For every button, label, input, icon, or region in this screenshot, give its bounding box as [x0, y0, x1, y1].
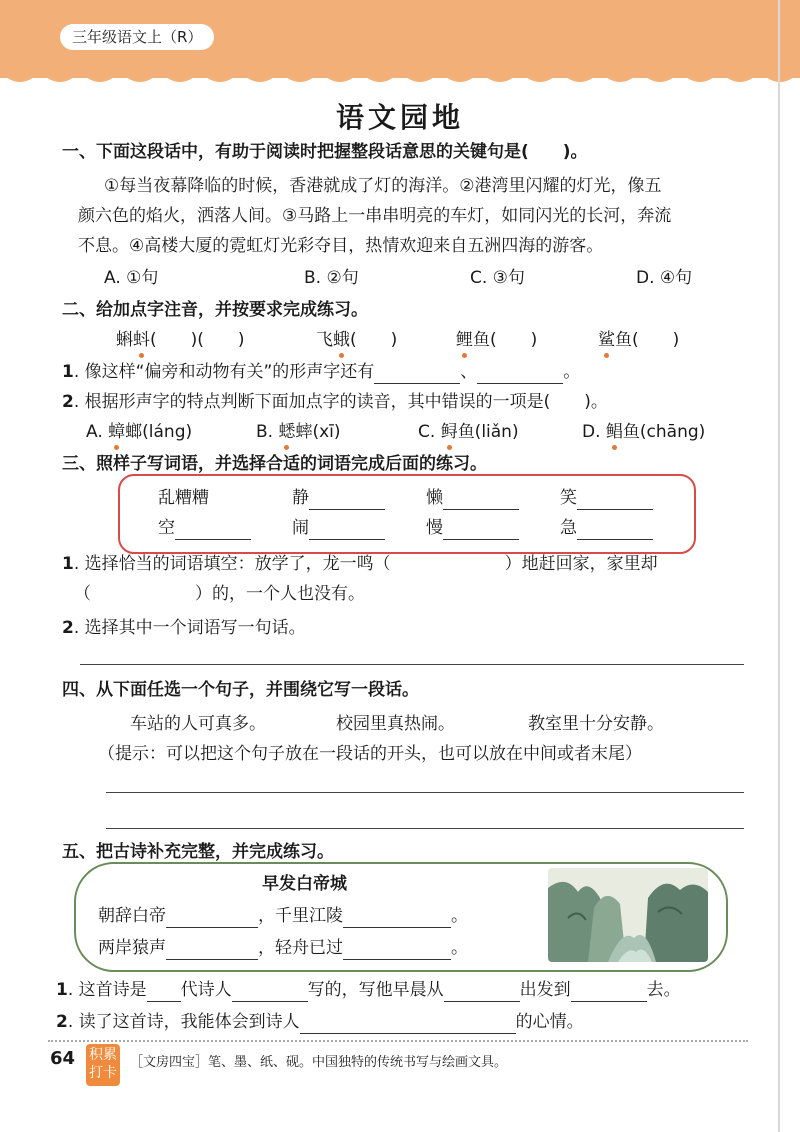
sub-text: 去。 [646, 980, 681, 1000]
sub-number: 2 [56, 1012, 68, 1032]
q5-sub2 [56, 1010, 584, 1034]
q1-option-b[interactable]: B. ②句 [304, 268, 359, 288]
q4-sentence-3[interactable]: 教室里十分安静。 [528, 714, 664, 734]
answer-blank[interactable] [374, 365, 460, 384]
punch-card-tag [86, 1044, 120, 1086]
poem-text: 。 [451, 938, 468, 958]
q2-stem: 二、给加点字注音，并按要求完成练习。 [62, 300, 368, 320]
end-mark: 。 [563, 362, 581, 382]
option-label: C. [418, 422, 441, 442]
word-char: 闹 [292, 518, 309, 538]
sub-text: 写的，写他早晨从 [307, 980, 444, 1000]
word-char: 飞 [316, 330, 333, 350]
q2-sub2 [62, 390, 608, 414]
sub-number: 2 [62, 618, 74, 638]
sub-number: 1 [62, 554, 74, 574]
word-item [158, 516, 251, 540]
answer-line[interactable] [80, 664, 744, 665]
dotted-char: 鲟 [440, 422, 458, 442]
option-text: 鱼(chāng) [622, 422, 706, 442]
sub-text: 的心情。 [515, 1012, 584, 1032]
sub-text: 代诗人 [180, 980, 232, 1000]
option-text: 螂(láng) [125, 422, 193, 442]
poem-line-2 [98, 936, 468, 960]
q2-option-a[interactable] [86, 420, 192, 444]
word-char: 慢 [426, 518, 443, 538]
dotted-char: 蟋 [278, 422, 296, 442]
word-char: 空 [158, 518, 175, 538]
q1-passage-1: ①每当夜幕降临的时候，香港就成了灯的海洋。②港湾里闪耀的灯光，像五 [104, 176, 662, 196]
option-text: 鱼(liǎn) [457, 422, 519, 442]
answer-line[interactable] [106, 792, 744, 793]
tag-line-2: 打卡 [89, 1065, 117, 1081]
poem-text: ，千里江陵 [258, 906, 343, 926]
sub-text: （ [74, 584, 91, 604]
word-char: 急 [560, 518, 577, 538]
pinyin-blank: ( ) [350, 330, 398, 350]
q4-stem: 四、从下面任选一个句子，并围绕它写一段话。 [62, 680, 419, 700]
sub-text: . 选择其中一个词语写一句话。 [73, 618, 306, 638]
poem-line-1 [98, 904, 468, 928]
sub-text: . 这首诗是 [67, 980, 147, 1000]
answer-blank[interactable] [300, 1015, 516, 1034]
answer-blank[interactable] [309, 491, 385, 510]
answer-blank[interactable] [571, 983, 647, 1002]
q3-stem: 三、照样子写词语，并选择合适的词语完成后面的练习。 [62, 454, 487, 474]
sub-number: 1 [56, 980, 68, 1000]
option-label: B. [256, 422, 279, 442]
poem-text: 。 [451, 906, 468, 926]
answer-blank[interactable] [147, 983, 181, 1002]
q2-option-b[interactable] [256, 420, 341, 444]
answer-blank[interactable] [175, 521, 251, 540]
q2-option-c[interactable] [418, 420, 519, 444]
q2-word-1[interactable] [116, 328, 245, 352]
q2-option-d[interactable] [582, 420, 705, 444]
sub-text: . 像这样“偏旁和动物有关”的形声字还有 [73, 362, 375, 382]
poem-text: 两岸猿声 [98, 938, 166, 958]
header-scallop [0, 56, 800, 96]
page-number: 64 [50, 1048, 76, 1069]
dotted-char: 鲤 [456, 330, 473, 350]
word-char: 懒 [426, 488, 443, 508]
answer-blank[interactable] [443, 521, 519, 540]
poem-text: ，轻舟已过 [258, 938, 343, 958]
word-item [426, 486, 519, 510]
q5-stem: 五、把古诗补充完整，并完成练习。 [62, 842, 334, 862]
q1-option-d[interactable]: D. ④句 [636, 268, 693, 288]
q1-option-c[interactable]: C. ③句 [470, 268, 525, 288]
pinyin-blank: 鱼( ) [473, 330, 538, 350]
separator: 、 [460, 362, 478, 382]
sub-number: 1 [62, 362, 74, 382]
word-char: 蝌 [116, 330, 133, 350]
q5-sub1 [56, 978, 681, 1002]
sub-text: . 根据形声字的特点判断下面加点字的读音，其中错误的一项是( )。 [73, 392, 608, 412]
word-item [560, 516, 653, 540]
dotted-char: 蟑 [108, 422, 126, 442]
word-char: 静 [292, 488, 309, 508]
q4-sentence-2[interactable]: 校园里真热闹。 [336, 714, 455, 734]
word-item [426, 516, 519, 540]
sub-number: 2 [62, 392, 74, 412]
dotted-char: 鲳 [605, 422, 623, 442]
q3-sub2 [62, 616, 306, 640]
q4-hint: （提示：可以把这个句子放在一段话的开头，也可以放在中间或者末尾） [98, 744, 642, 764]
answer-blank[interactable] [309, 521, 385, 540]
sub-text: . 读了这首诗，我能体会到诗人 [67, 1012, 300, 1032]
dotted-char: 蛾 [333, 330, 350, 350]
q1-passage-3: 不息。④高楼大厦的霓虹灯光彩夺目，热情欢迎来自五洲四海的游客。 [78, 236, 604, 256]
q4-sentence-1[interactable]: 车站的人可真多。 [130, 714, 266, 734]
tag-line-1: 积累 [89, 1047, 117, 1063]
poem-title: 早发白帝城 [262, 874, 347, 894]
sub-text: 出发到 [519, 980, 571, 1000]
footer-note: ［文房四宝］笔、墨、纸、砚。中国独特的传统书写与绘画文具。 [130, 1055, 508, 1070]
word-item [292, 486, 385, 510]
sub-text: . 选择恰当的词语填空：放学了，龙一鸣（ [73, 554, 391, 574]
pinyin-blank: 鱼( ) [615, 330, 680, 350]
option-label: D. [582, 422, 606, 442]
poem-text: 朝辞白帝 [98, 906, 166, 926]
q2-word-4[interactable] [598, 328, 679, 352]
answer-blank[interactable] [343, 909, 451, 928]
word-char: 笑 [560, 488, 577, 508]
sub-text: ）的，一个人也没有。 [195, 584, 365, 604]
answer-blank[interactable] [443, 491, 519, 510]
dotted-char: 蚪 [133, 330, 150, 350]
option-text: 蟀(xī) [295, 422, 341, 442]
footer-dotted-rule [48, 1040, 748, 1042]
answer-blank[interactable] [166, 941, 258, 960]
q1-stem: 一、下面这段话中，有助于阅读时把握整段话意思的关键句是( )。 [62, 142, 588, 162]
answer-blank[interactable] [577, 491, 653, 510]
q2-word-2[interactable] [316, 328, 397, 352]
sub-text: ）地赶回家，家里却 [504, 554, 658, 574]
answer-line[interactable] [106, 828, 744, 829]
q1-passage-2: 颜六色的焰火，洒落人间。③马路上一串串明亮的车灯，如同闪光的长河，奔流 [78, 206, 672, 226]
answer-blank[interactable] [166, 909, 258, 928]
q2-sub1 [62, 360, 580, 384]
grade-badge: 三年级语文上（R） [60, 24, 214, 50]
option-label: A. [86, 422, 109, 442]
pinyin-blank: ( )( ) [150, 330, 245, 350]
word-item [292, 516, 385, 540]
answer-blank[interactable] [444, 983, 520, 1002]
q3-sub1-line1 [62, 552, 658, 576]
answer-blank[interactable] [577, 521, 653, 540]
answer-blank[interactable] [343, 941, 451, 960]
answer-blank[interactable] [232, 983, 308, 1002]
q3-sub1-line2 [74, 582, 365, 606]
q1-option-a[interactable]: A. ①句 [104, 268, 159, 288]
landscape-painting [548, 868, 708, 962]
page-edge-rule [778, 0, 780, 1132]
word-example: 乱糟糟 [158, 488, 209, 508]
answer-blank[interactable] [477, 365, 563, 384]
page-title: 语文园地 [335, 101, 464, 134]
word-item [560, 486, 653, 510]
q2-word-3[interactable] [456, 328, 537, 352]
dotted-char: 鲨 [598, 330, 615, 350]
